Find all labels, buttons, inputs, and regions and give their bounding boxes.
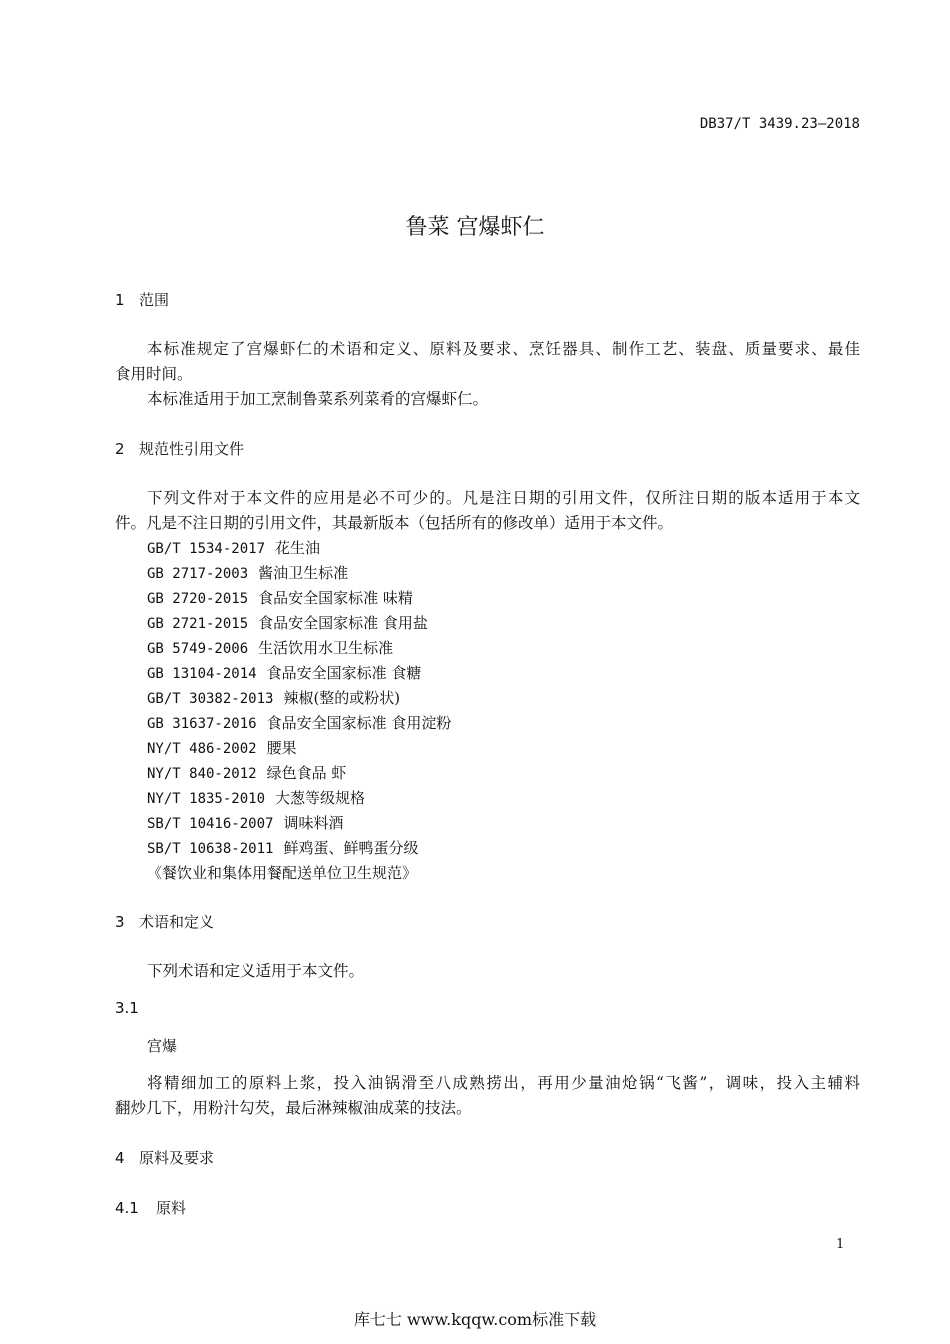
- paragraph-line: 将精细加工的原料上浆，投入油锅滑至八成熟捞出，再用少量油炝锅“飞酱”，调味，投入主辅料: [147, 1074, 860, 1092]
- reference-title: 大葱等级规格: [275, 789, 366, 807]
- section-number: 4: [115, 1149, 125, 1167]
- reference-item: [147, 662, 421, 683]
- reference-title: 绿色食品 虾: [266, 764, 347, 782]
- reference-title: 生活饮用水卫生标准: [258, 639, 394, 657]
- reference-item: [147, 762, 346, 783]
- paragraph-line: 本标准规定了宫爆虾仁的术语和定义、原料及要求、烹饪器具、制作工艺、装盘、质量要求、最佳: [147, 340, 860, 358]
- section-number: 3: [115, 913, 125, 931]
- reference-item: [147, 837, 418, 858]
- paragraph-line: 食用时间。: [115, 365, 193, 383]
- paragraph-line: 下列术语和定义适用于本文件。: [147, 962, 365, 980]
- section-label: 范围: [139, 291, 170, 309]
- reference-item: [147, 562, 348, 583]
- section-3-heading: [115, 911, 214, 932]
- reference-code: GB/T 1534-2017: [147, 541, 266, 557]
- reference-code: NY/T 486-2002: [147, 741, 257, 757]
- reference-item: [147, 787, 365, 808]
- reference-item: [147, 637, 393, 658]
- reference-title: 食品安全国家标准 食用盐: [258, 614, 428, 632]
- section-number: 2: [115, 440, 125, 458]
- reference-code: GB 31637-2016: [147, 716, 257, 732]
- reference-code: SB/T 10638-2011: [147, 841, 274, 857]
- reference-item: [147, 712, 451, 733]
- paragraph-line: 本标准适用于加工烹制鲁菜系列菜肴的宫爆虾仁。: [147, 390, 489, 408]
- reference-title: 食品安全国家标准 食糖: [266, 664, 422, 682]
- section-label: 原料及要求: [139, 1149, 215, 1167]
- section-2-heading: [115, 438, 244, 459]
- section-label: 术语和定义: [139, 913, 215, 931]
- standard-code: DB37/T 3439.23—2018: [699, 116, 860, 132]
- reference-title: 调味料酒: [283, 814, 344, 832]
- page-number: 1: [836, 1237, 845, 1252]
- reference-code: GB 5749-2006: [147, 641, 249, 657]
- reference-title: 《餐饮业和集体用餐配送单位卫生规范》: [147, 864, 418, 882]
- reference-item: [147, 737, 297, 758]
- reference-item: [147, 687, 400, 708]
- reference-title: 食品安全国家标准 味精: [258, 589, 413, 607]
- reference-code: GB 2721-2015: [147, 616, 249, 632]
- paragraph-line: 件。凡是不注日期的引用文件，其最新版本（包括所有的修改单）适用于本文件。: [115, 514, 674, 532]
- reference-code: NY/T 840-2012: [147, 766, 257, 782]
- reference-title: 花生油: [275, 539, 321, 557]
- reference-code: NY/T 1835-2010: [147, 791, 266, 807]
- reference-title: 辣椒(整的或粉状): [283, 689, 401, 707]
- reference-item: [147, 812, 343, 833]
- reference-code: GB/T 30382-2013: [147, 691, 274, 707]
- reference-item: [147, 587, 413, 608]
- reference-code: GB 2717-2003: [147, 566, 249, 582]
- reference-title: 食品安全国家标准 食用淀粉: [266, 714, 452, 732]
- reference-code: GB 13104-2014: [147, 666, 257, 682]
- subsection-number: 4.1: [115, 1199, 139, 1217]
- section-number: 1: [115, 291, 125, 309]
- section-4-heading: [115, 1147, 214, 1168]
- section-1-heading: [115, 289, 169, 310]
- reference-item: [147, 612, 428, 633]
- page-title: 鲁菜 宫爆虾仁: [405, 215, 545, 240]
- reference-item: [147, 862, 417, 883]
- subsection-4-1-heading: [115, 1197, 186, 1218]
- reference-item: [147, 537, 320, 558]
- reference-title: 鲜鸡蛋、鲜鸭蛋分级: [283, 839, 419, 857]
- reference-title: 酱油卫生标准: [258, 564, 349, 582]
- reference-code: GB 2720-2015: [147, 591, 249, 607]
- paragraph-line: 翻炒几下，用粉汁勾芡，最后淋辣椒油成菜的技法。: [115, 1099, 472, 1117]
- subsection-number: 3.1: [115, 999, 139, 1017]
- paragraph-line: 下列文件对于本文件的应用是必不可少的。凡是注日期的引用文件，仅所注日期的版本适用于本文: [147, 489, 860, 507]
- watermark-footer: 库七七 www.kqqw.com标准下载: [353, 1310, 597, 1329]
- reference-title: 腰果: [266, 739, 297, 757]
- section-label: 规范性引用文件: [139, 440, 245, 458]
- term-heading: 宫爆: [147, 1037, 178, 1055]
- subsection-label: 原料: [156, 1199, 187, 1217]
- reference-code: SB/T 10416-2007: [147, 816, 274, 832]
